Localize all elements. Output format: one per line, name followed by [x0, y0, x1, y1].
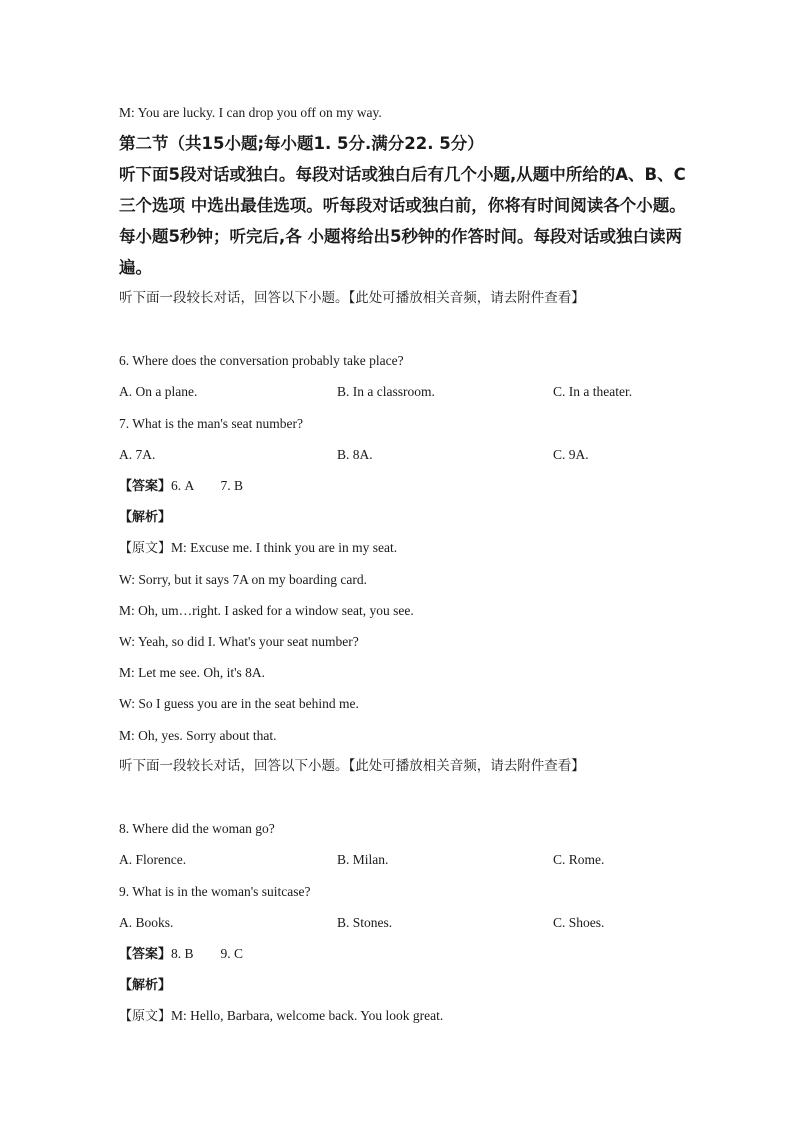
- option-a: A. Florence.: [119, 852, 187, 867]
- option-b: B. In a classroom.: [337, 384, 435, 399]
- transcript-text: M: Hello, Barbara, welcome back. You look great.: [171, 1008, 444, 1023]
- question-stem: 8. Where did the woman go?: [119, 821, 275, 836]
- option-b: B. Milan.: [337, 852, 389, 867]
- transcript-line: [119, 1007, 443, 1026]
- question-stem: 9. What is in the woman's suitcase?: [119, 884, 311, 899]
- transcript-line: W: So I guess you are in the seat behind me.: [119, 696, 359, 711]
- answer-label: 【答案】: [119, 947, 172, 962]
- section-heading: 第二节（共15小题;每小题1. 5分.满分22. 5分）: [119, 134, 484, 153]
- analysis-line: [119, 508, 171, 527]
- answer-text: 8. B 9. C: [171, 946, 244, 961]
- original-label: 【原文】: [119, 1009, 172, 1024]
- option-a: A. Books.: [119, 915, 174, 930]
- instruction-line: 每小题5秒钟；听完后,各 小题将给出5秒钟的作答时间。每段对话或独白读两: [119, 227, 682, 246]
- analysis-label: 【解析】: [119, 510, 172, 525]
- transcript-line: W: Yeah, so did I. What's your seat number?: [119, 634, 359, 649]
- option-c: C. In a theater.: [553, 384, 633, 399]
- analysis-line: [119, 976, 171, 995]
- option-b: B. Stones.: [337, 915, 393, 930]
- question-stem: 7. What is the man's seat number?: [119, 416, 304, 431]
- option-c: C. Rome.: [553, 852, 605, 867]
- transcript-line: M: Oh, yes. Sorry about that.: [119, 728, 277, 743]
- answer-label: 【答案】: [119, 479, 172, 494]
- transcript-text: M: Excuse me. I think you are in my seat.: [171, 540, 398, 555]
- analysis-label: 【解析】: [119, 978, 172, 993]
- answer-line: [119, 477, 243, 496]
- transcript-line: M: Oh, um…right. I asked for a window seat, you see.: [119, 603, 414, 618]
- answer-line: [119, 945, 243, 964]
- instruction-line: 三个选项 中选出最佳选项。听每段对话或独白前，你将有时间阅读各个小题。: [119, 196, 686, 215]
- original-label: 【原文】: [119, 541, 172, 556]
- option-a: A. 7A.: [119, 447, 156, 462]
- question-stem: 6. Where does the conversation probably take place?: [119, 353, 404, 368]
- transcript-line: [119, 539, 397, 558]
- option-b: B. 8A.: [337, 447, 373, 462]
- listen-prompt: 听下面一段较长对话，回答以下小题。【此处可播放相关音频，请去附件查看】: [119, 290, 585, 306]
- option-c: C. 9A.: [553, 447, 589, 462]
- option-c: C. Shoes.: [553, 915, 605, 930]
- instruction-line: 听下面5段对话或独白。每段对话或独白后有几个小题,从题中所给的A、B、C: [119, 165, 686, 184]
- transcript-line: M: Let me see. Oh, it's 8A.: [119, 665, 266, 680]
- option-a: A. On a plane.: [119, 384, 198, 399]
- listen-prompt: 听下面一段较长对话，回答以下小题。【此处可播放相关音频，请去附件查看】: [119, 758, 585, 774]
- transcript-line: W: Sorry, but it says 7A on my boarding card.: [119, 572, 367, 587]
- instruction-line: 遍。: [119, 258, 152, 277]
- dialogue-line: M: You are lucky. I can drop you off on my way.: [119, 105, 382, 120]
- answer-text: 6. A 7. B: [171, 478, 244, 493]
